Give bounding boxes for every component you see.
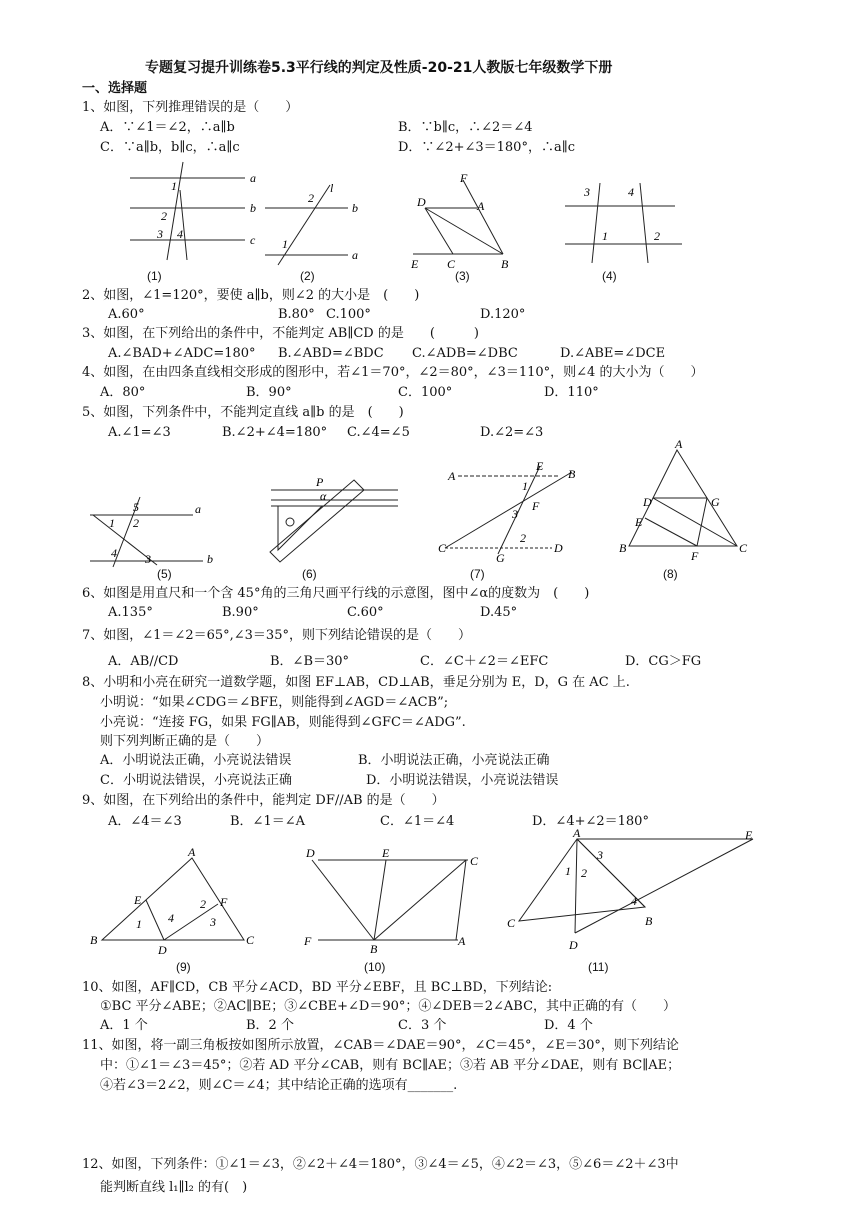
- q5-option-a: A.∠1=∠3: [108, 425, 171, 440]
- figure-2: [260, 180, 370, 270]
- q3-stem: 3、如图，在下列给出的条件中，不能判定 AB∥CD 的是 ( ): [82, 326, 479, 341]
- fig6-label: α: [320, 489, 327, 503]
- fig5-label: b: [207, 552, 213, 566]
- q2-option-b: B.80°: [278, 307, 315, 322]
- q5-stem: 5、如图，下列条件中，不能判定直线 a∥b 的是 ( ): [82, 405, 404, 420]
- fig8-label: B: [619, 541, 627, 555]
- fig9-label: A: [188, 845, 196, 859]
- fig11-label: C: [507, 916, 516, 930]
- fig9-label: F: [220, 895, 228, 909]
- q2-stem: 2、如图，∠1=120°，要使 a∥b，则∠2 的大小是 ( ): [82, 288, 420, 303]
- fig4-label: 3: [584, 185, 590, 199]
- q11-stem: 11、如图，将一副三角板按如图所示放置，∠CAB＝∠DAE＝90°，∠C＝45°，∠E＝30°，则下列结论: [82, 1038, 679, 1053]
- q2-option-c: C.100°: [326, 307, 371, 322]
- fig10-label: C: [470, 854, 479, 868]
- section-heading: 一、选择题: [82, 81, 148, 96]
- fig2-label: a: [352, 248, 358, 262]
- q1-option-a: A．∵∠1＝∠2，∴a∥b: [100, 120, 235, 135]
- fig3-label: A: [477, 199, 485, 213]
- figure-caption: (4): [602, 269, 617, 283]
- fig7-label: A: [448, 469, 456, 483]
- figure-caption: (3): [455, 269, 470, 283]
- fig11-label: D: [569, 938, 578, 952]
- q4-option-a: A．80°: [100, 385, 146, 400]
- page-title: 专题复习提升训练卷5.3平行线的判定及性质-20-21人教版七年级数学下册: [145, 60, 613, 76]
- q7-option-a: A．AB//CD: [108, 654, 179, 669]
- fig3-label: F: [460, 171, 468, 185]
- q1-option-d: D．∵∠2+∠3＝180°，∴a∥c: [398, 140, 575, 155]
- q4-option-d: D．110°: [544, 385, 599, 400]
- q10-option-c: C．3 个: [398, 1018, 447, 1033]
- fig10-label: A: [458, 934, 466, 948]
- q7-option-d: D．CG＞FG: [625, 654, 702, 669]
- q6-option-c: C.60°: [347, 605, 384, 620]
- q10-option-b: B．2 个: [246, 1018, 294, 1033]
- fig5-label: 1: [109, 516, 115, 530]
- fig7-label: C: [438, 541, 447, 555]
- fig8-label: E: [635, 515, 643, 529]
- q10-stem: 10、如图，AF∥CD，CB 平分∠ACD，BD 平分∠EBF，且 BC⊥BD，下列结论:: [82, 980, 553, 995]
- fig3-label: D: [417, 195, 426, 209]
- q9-option-b: B．∠1＝∠A: [230, 814, 305, 829]
- q4-option-b: B．90°: [246, 385, 292, 400]
- fig10-label: E: [382, 846, 390, 860]
- fig9-label: 1: [136, 917, 142, 931]
- q4-stem: 4、如图，在由四条直线相交形成的图形中，若∠1＝70°，∠2＝80°，∠3＝110°，则∠4 的大小为（ ）: [82, 365, 704, 380]
- fig2-label: 1: [282, 237, 288, 251]
- q5-option-b: B.∠2+∠4=180°: [222, 425, 328, 440]
- fig7-label: 2: [520, 531, 526, 545]
- q7-option-c: C．∠C＋∠2＝∠EFC: [420, 654, 549, 669]
- figure-8: [615, 437, 750, 563]
- figure-4: [560, 178, 685, 268]
- figure-5: [85, 495, 230, 570]
- q8-line: 小明说：“如果∠CDG＝∠BFE，则能得到∠AGD＝∠ACB”;: [100, 695, 449, 710]
- figure-caption: (11): [588, 960, 609, 974]
- fig9-label: 4: [168, 911, 174, 925]
- q8-stem: 8、小明和小亮在研究一道数学题，如图 EF⊥AB，CD⊥AB，垂足分别为 E，D，G 在 AC 上.: [82, 675, 630, 690]
- fig1-label: a: [250, 171, 256, 185]
- q10-option-a: A．1 个: [100, 1018, 148, 1033]
- q10-line: ①BC 平分∠ABE；②AC∥BE；③∠CBE+∠D＝90°；④∠DEB＝2∠ABC，其中正确的有（ ）: [100, 999, 677, 1014]
- fig10-label: B: [370, 942, 378, 956]
- figure-caption: (5): [157, 567, 172, 581]
- fig8-label: C: [739, 541, 748, 555]
- fig7-label: D: [554, 541, 563, 555]
- q9-option-c: C．∠1＝∠4: [380, 814, 455, 829]
- fig8-label: G: [711, 495, 720, 509]
- figure-11: [505, 825, 770, 957]
- figure-10: [298, 845, 488, 955]
- q7-option-b: B．∠B＝30°: [270, 654, 350, 669]
- fig3-label: C: [447, 257, 456, 271]
- q1-stem: 1、如图，下列推理错误的是（ ）: [82, 100, 299, 115]
- figure-3: [405, 172, 520, 272]
- q3-option-d: D.∠ABE=∠DCE: [560, 346, 666, 361]
- fig1-label: 3: [157, 227, 163, 241]
- fig5-label: 5: [133, 500, 139, 514]
- q1-option-c: C．∵a∥b，b∥c，∴a∥c: [100, 140, 240, 155]
- figure-1: [125, 160, 265, 265]
- fig3-label: B: [501, 257, 509, 271]
- fig4-label: 2: [654, 229, 660, 243]
- fig7-label: G: [496, 551, 505, 565]
- fig9-label: C: [246, 933, 255, 947]
- fig6-label: P: [316, 475, 324, 489]
- q8-line: 则下列判断正确的是（ ）: [100, 734, 270, 749]
- fig11-label: E: [745, 828, 753, 842]
- fig10-label: F: [304, 934, 312, 948]
- figure-caption: (2): [300, 269, 315, 283]
- q8-option-b: B．小明说法正确，小亮说法正确: [358, 753, 550, 768]
- q6-option-a: A.135°: [108, 605, 153, 620]
- q3-option-b: B.∠ABD=∠BDC: [278, 346, 384, 361]
- q11-line: 中：①∠1＝∠3＝45°；②若 AD 平分∠CAB，则有 BC∥AE；③若 AB 平分∠DAE，则有 BC∥AE；: [100, 1058, 681, 1073]
- q5-option-d: D.∠2=∠3: [480, 425, 544, 440]
- fig2-label: b: [352, 201, 358, 215]
- q9-stem: 9、如图，在下列给出的条件中，能判定 DF//AB 的是（ ）: [82, 793, 445, 808]
- fig1-label: 4: [177, 227, 183, 241]
- fig7-label: 1: [522, 479, 528, 493]
- q2-option-d: D.120°: [480, 307, 526, 322]
- fig9-label: D: [158, 943, 167, 957]
- q9-option-d: D．∠4+∠2＝180°: [532, 814, 649, 829]
- fig8-label: F: [691, 549, 699, 563]
- q5-option-c: C.∠4=∠5: [347, 425, 410, 440]
- fig9-label: E: [134, 893, 142, 907]
- figure-caption: (8): [663, 567, 678, 581]
- fig5-label: a: [195, 502, 201, 516]
- figure-6: [266, 472, 406, 570]
- q6-stem: 6、如图是用直尺和一个含 45°角的三角尺画平行线的示意图，图中∠α的度数为 ( ): [82, 586, 590, 601]
- fig11-label: A: [573, 826, 581, 840]
- q7-stem: 7、如图，∠1＝∠2＝65°,∠3＝35°，则下列结论错误的是（ ）: [82, 628, 471, 643]
- q4-option-c: C．100°: [398, 385, 453, 400]
- q8-option-a: A．小明说法正确，小亮说法错误: [100, 753, 292, 768]
- fig1-label: c: [250, 233, 256, 247]
- q12-line: 能判断直线 l₁∥l₂ 的有( ): [100, 1180, 248, 1195]
- q12-stem: 12、如图，下列条件：①∠1＝∠3，②∠2＋∠4＝180°，③∠4＝∠5，④∠2＝∠3，⑤∠6＝∠2＋∠3中: [82, 1157, 679, 1172]
- q8-option-c: C．小明说法错误，小亮说法正确: [100, 773, 292, 788]
- fig2-label: 2: [308, 191, 314, 205]
- fig9-label: B: [90, 933, 98, 947]
- figure-caption: (7): [470, 567, 485, 581]
- fig9-label: 3: [210, 915, 216, 929]
- fig11-label: 3: [597, 848, 603, 862]
- q8-option-d: D．小明说法错误，小亮说法错误: [366, 773, 559, 788]
- q8-line: 小亮说：“连接 FG，如果 FG∥AB，则能得到∠GFC＝∠ADG”.: [100, 715, 466, 730]
- q6-option-d: D.45°: [480, 605, 518, 620]
- figure-caption: (9): [176, 960, 191, 974]
- fig2-label: l: [330, 181, 334, 195]
- fig1-label: b: [250, 201, 256, 215]
- fig5-label: 2: [133, 516, 139, 530]
- q10-option-d: D．4 个: [544, 1018, 593, 1033]
- fig7-label: F: [532, 499, 540, 513]
- fig5-label: 3: [145, 552, 151, 566]
- q3-option-c: C.∠ADB=∠DBC: [412, 346, 518, 361]
- fig7-label: E: [536, 459, 544, 473]
- fig4-label: 4: [628, 185, 634, 199]
- figure-caption: (1): [147, 269, 162, 283]
- figure-caption: (6): [302, 567, 317, 581]
- q11-line: ④若∠3＝2∠2，则∠C＝∠4；其中结论正确的选项有_______.: [100, 1078, 458, 1093]
- q1-option-b: B．∵b∥c，∴∠2＝∠4: [398, 120, 533, 135]
- fig7-label: 3: [512, 507, 518, 521]
- fig8-label: A: [675, 437, 683, 451]
- fig4-label: 1: [602, 229, 608, 243]
- fig11-label: 2: [581, 866, 587, 880]
- q6-option-b: B.90°: [222, 605, 259, 620]
- fig1-label: 2: [161, 209, 167, 223]
- fig5-label: 4: [111, 546, 117, 560]
- q9-option-a: A．∠4＝∠3: [108, 814, 182, 829]
- fig9-label: 2: [200, 897, 206, 911]
- fig8-label: D: [643, 495, 652, 509]
- fig10-label: D: [306, 846, 315, 860]
- fig11-label: B: [645, 914, 653, 928]
- fig1-label: 1: [171, 179, 177, 193]
- q2-option-a: A.60°: [108, 307, 145, 322]
- fig11-label: 1: [565, 864, 571, 878]
- q3-option-a: A.∠BAD+∠ADC=180°: [108, 346, 256, 361]
- fig11-label: 4: [631, 894, 637, 908]
- fig3-label: E: [411, 257, 419, 271]
- figure-caption: (10): [364, 960, 386, 974]
- fig7-label: B: [568, 467, 576, 481]
- figure-7: [440, 458, 590, 566]
- figure-9: [88, 845, 258, 957]
